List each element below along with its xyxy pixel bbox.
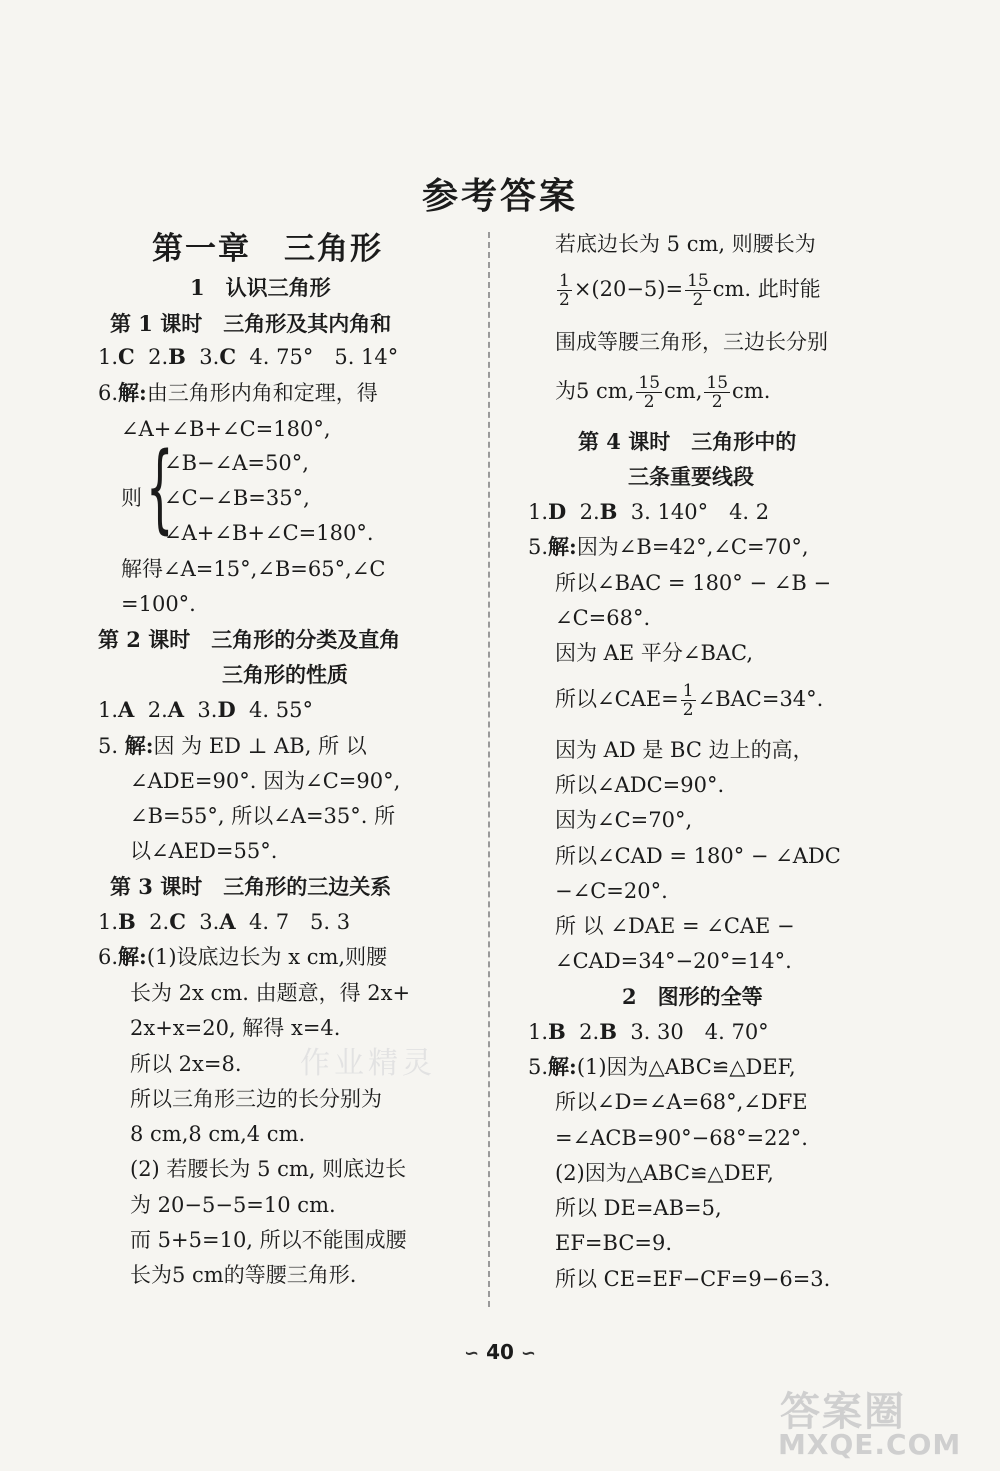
q5c-line-10: −∠C=20°. (555, 879, 668, 903)
answer-row-4: 1.D 2.B 3. 140° 4. 2 (528, 499, 770, 524)
r-line-3: 围成等腰三角形，三边长分别 (555, 330, 828, 354)
lesson-heading-1: 第 1 课时 三角形及其内角和 (110, 311, 392, 336)
ornament-right-icon: ∽ (520, 1343, 536, 1364)
q6-solution-1: 解得∠A=15°,∠B=65°,∠C (121, 557, 386, 581)
watermark-logo: 答案圈 (780, 1389, 906, 1435)
q6b-line-5: 所以三角形三边的长分别为 (130, 1087, 382, 1111)
s2-line-1: 5.解:(1)因为△ABC≌△DEF, (528, 1054, 796, 1079)
s2-line-2: 所以∠D=∠A=68°,∠DFE (555, 1090, 808, 1114)
lesson-heading-2b: 三角形的性质 (222, 662, 348, 687)
q6b-line-1: 6.解:(1)设底边长为 x cm,则腰 (98, 944, 388, 969)
lesson-heading-4b: 三条重要线段 (628, 464, 754, 489)
q5-line-1: 5. 解:因 为 ED ⊥ AB, 所 以 (98, 733, 367, 758)
lesson-heading-2a: 第 2 课时 三角形的分类及直角 (98, 627, 401, 652)
fraction: $\frac{1}{2}$ (682, 681, 694, 720)
q6b-line-8: 为 20−5−5=10 cm. (130, 1193, 336, 1217)
q5c-line-11: 所 以 ∠DAE = ∠CAE − (555, 914, 795, 938)
watermark-url: MXQE.COM (778, 1428, 962, 1461)
column-divider (488, 232, 490, 1307)
section-heading-1: 1 认识三角形 (190, 275, 331, 300)
page-footer (0, 1340, 1000, 1364)
brace-icon: { (146, 432, 174, 544)
section-heading-2: 2 图形的全等 (622, 984, 763, 1009)
r-line-1: 若底边长为 5 cm, 则腰长为 (555, 232, 816, 256)
s2-line-4: (2)因为△ABC≌△DEF, (555, 1161, 774, 1185)
q5-line-3: ∠B=55°, 所以∠A=35°. 所 (130, 804, 396, 828)
q6b-line-4: 所以 2x=8. (130, 1052, 242, 1076)
system-eq-1: ∠B−∠A=50°, (164, 451, 309, 475)
q6-solution-2: =100°. (121, 592, 196, 616)
q6-ze: 则 (121, 486, 142, 510)
page-title: 参考答案 (421, 175, 578, 217)
fraction: $\frac{15}{2}$ (687, 271, 709, 310)
fraction: $\frac{15}{2}$ (706, 373, 729, 412)
q6b-line-10: 长为5 cm的等腰三角形. (130, 1263, 357, 1287)
s2-line-7: 所以 CE=EF−CF=9−6=3. (555, 1267, 831, 1291)
s2-line-3: =∠ACB=90°−68°=22°. (555, 1126, 808, 1150)
page-number: 40 (486, 1340, 514, 1364)
answer-row-1: 1.C 2.B 3.C 4. 75° 5. 14° (98, 344, 399, 369)
q6-line-1: 6.解:由三角形内角和定理，得 (98, 380, 378, 405)
q6b-line-9: 而 5+5=10, 所以不能围成腰 (130, 1228, 407, 1252)
fraction: $\frac{1}{2}$ (559, 271, 570, 310)
q5c-line-9: 所以∠CAD = 180° − ∠ADC (555, 844, 841, 868)
q6b-line-7: (2) 若腰长为 5 cm, 则底边长 (130, 1157, 407, 1181)
answer-row-5: 1.B 2.B 3. 30 4. 70° (528, 1019, 769, 1044)
system-eq-3: ∠A+∠B+∠C=180°. (164, 521, 374, 545)
fraction: $\frac{15}{2}$ (638, 373, 661, 412)
q5c-line-1: 5.解:因为∠B=42°,∠C=70°, (528, 534, 809, 559)
r-line-4: 为5 cm, $\frac{15}{2}$ cm, $\frac{15}{2}$ cm. (555, 373, 771, 412)
q5c-line-4: 因为 AE 平分∠BAC, (555, 641, 754, 665)
q5c-line-8: 因为∠C=70°, (555, 808, 693, 832)
chapter-heading: 第一章 三角形 (152, 231, 383, 267)
lesson-heading-4a: 第 4 课时 三角形中的 (578, 429, 797, 454)
q6b-line-3: 2x+x=20, 解得 x=4. (130, 1016, 341, 1040)
s2-line-6: EF=BC=9. (555, 1231, 673, 1255)
q5c-line-5: 所以∠CAE= $\frac{1}{2}$ ∠BAC=34°. (555, 681, 824, 720)
answer-row-2: 1.A 2.A 3.D 4. 55° (98, 697, 313, 722)
q5-line-2: ∠ADE=90°. 因为∠C=90°, (130, 769, 401, 793)
q6b-line-2: 长为 2x cm. 由题意，得 2x+ (130, 981, 411, 1005)
lesson-heading-3: 第 3 课时 三角形的三边关系 (110, 874, 392, 899)
system-eq-2: ∠C−∠B=35°, (164, 486, 310, 510)
q5c-line-2: 所以∠BAC = 180° − ∠B − (555, 571, 832, 595)
q6b-line-6: 8 cm,8 cm,4 cm. (130, 1122, 306, 1146)
q6-line-2: ∠A+∠B+∠C=180°, (121, 417, 331, 441)
answer-row-3: 1.B 2.C 3.A 4. 7 5. 3 (98, 909, 351, 934)
q5c-line-3: ∠C=68°. (555, 606, 651, 630)
q5c-line-6: 因为 AD 是 BC 边上的高， (555, 738, 814, 762)
watermark-mid: 作业精灵 (300, 1046, 436, 1081)
q5c-line-7: 所以∠ADC=90°. (555, 773, 725, 797)
q5c-line-12: ∠CAD=34°−20°=14°. (555, 949, 792, 973)
ornament-left-icon: ∽ (464, 1343, 480, 1364)
s2-line-5: 所以 DE=AB=5, (555, 1196, 722, 1220)
r-line-2: $\frac{1}{2}$ ×(20−5)= $\frac{15}{2}$ cm. 此时能 (559, 271, 821, 310)
q5-line-4: 以∠AED=55°. (130, 839, 278, 863)
